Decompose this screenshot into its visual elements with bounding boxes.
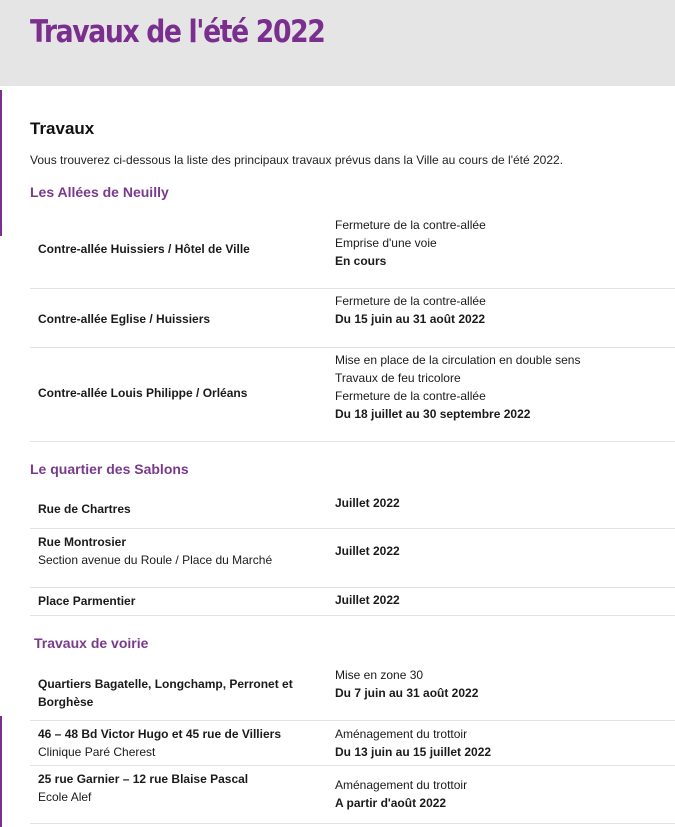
row-location-name: Contre-allée Louis Philippe / Orléans (38, 386, 248, 400)
row-location (38, 384, 308, 402)
row-location-name: Rue de Chartres (38, 502, 131, 516)
row-date: Du 13 juin au 15 juillet 2022 (335, 745, 492, 759)
row-location-name: 46 – 48 Bd Victor Hugo et 45 rue de Villiers (38, 727, 281, 741)
row-location-name: Quartiers Bagatelle, Longchamp, Perronet et Borghèse (38, 677, 293, 709)
row-location-name: Rue Montrosier (38, 535, 127, 549)
row-date: Juillet 2022 (335, 496, 400, 510)
row-location-sub: Section avenue du Roule / Place du Marché (38, 553, 273, 567)
left-accent-bar (0, 90, 2, 236)
table-row (30, 529, 675, 588)
row-location-name: 25 rue Garnier – 12 rue Blaise Pascal (38, 772, 249, 786)
row-details (335, 776, 675, 812)
row-location (38, 770, 308, 806)
row-detail-line: Travaux de feu tricolore (335, 371, 461, 385)
row-date: Du 15 juin au 31 août 2022 (335, 312, 486, 326)
table-row (30, 348, 675, 442)
row-location (38, 675, 308, 711)
row-location-name: Place Parmentier (38, 594, 136, 608)
row-detail-line: Mise en place de la circulation en double sens (335, 353, 581, 367)
row-location (38, 240, 308, 258)
row-details (335, 216, 675, 270)
section-heading: Travaux (30, 119, 95, 138)
page-title: Travaux de l'été 2022 (30, 14, 325, 50)
row-date: En cours (335, 254, 387, 268)
row-location-name: Contre-allée Eglise / Huissiers (38, 312, 211, 326)
table-row (30, 210, 675, 289)
row-date: Du 18 juillet au 30 septembre 2022 (335, 407, 531, 421)
row-location-name: Contre-allée Huissiers / Hôtel de Ville (38, 242, 250, 256)
row-detail-line: Fermeture de la contre-allée (335, 218, 486, 232)
row-detail-line: Emprise d'une voie (335, 236, 437, 250)
left-accent-bar (0, 716, 2, 827)
row-location (38, 725, 308, 761)
row-details (335, 292, 675, 328)
row-location (38, 310, 308, 328)
row-details (335, 542, 675, 560)
row-date: Juillet 2022 (335, 544, 400, 558)
row-details (335, 591, 675, 609)
section-title-voirie: Travaux de voirie (34, 635, 149, 651)
table-row (30, 766, 675, 824)
row-date: Juillet 2022 (335, 593, 400, 607)
section-title-allees: Les Allées de Neuilly (30, 184, 169, 200)
row-details (335, 666, 675, 702)
row-detail-line: Aménagement du trottoir (335, 727, 468, 741)
table-row (30, 488, 675, 529)
row-detail-line: Aménagement du trottoir (335, 778, 468, 792)
row-details (335, 351, 675, 423)
table-row (30, 662, 675, 721)
row-location (38, 592, 308, 610)
intro-text: Vous trouverez ci-dessous la liste des principaux travaux prévus dans la Ville au cours de l'été 2022. (30, 153, 564, 167)
page-banner (0, 0, 675, 86)
section-title-sablons: Le quartier des Sablons (30, 461, 189, 477)
row-location-sub: Clinique Paré Cherest (38, 745, 156, 759)
row-location (38, 533, 308, 569)
row-detail-line: Mise en zone 30 (335, 668, 424, 682)
row-details (335, 494, 675, 512)
row-location-sub: Ecole Alef (38, 790, 92, 804)
table-row (30, 721, 675, 766)
row-detail-line: Fermeture de la contre-allée (335, 294, 486, 308)
table-row (30, 588, 675, 616)
table-row (30, 289, 675, 348)
row-date: Du 7 juin au 31 août 2022 (335, 686, 479, 700)
row-location (38, 500, 308, 518)
row-detail-line: Fermeture de la contre-allée (335, 389, 486, 403)
row-details (335, 725, 675, 761)
row-date: A partir d'août 2022 (335, 796, 447, 810)
